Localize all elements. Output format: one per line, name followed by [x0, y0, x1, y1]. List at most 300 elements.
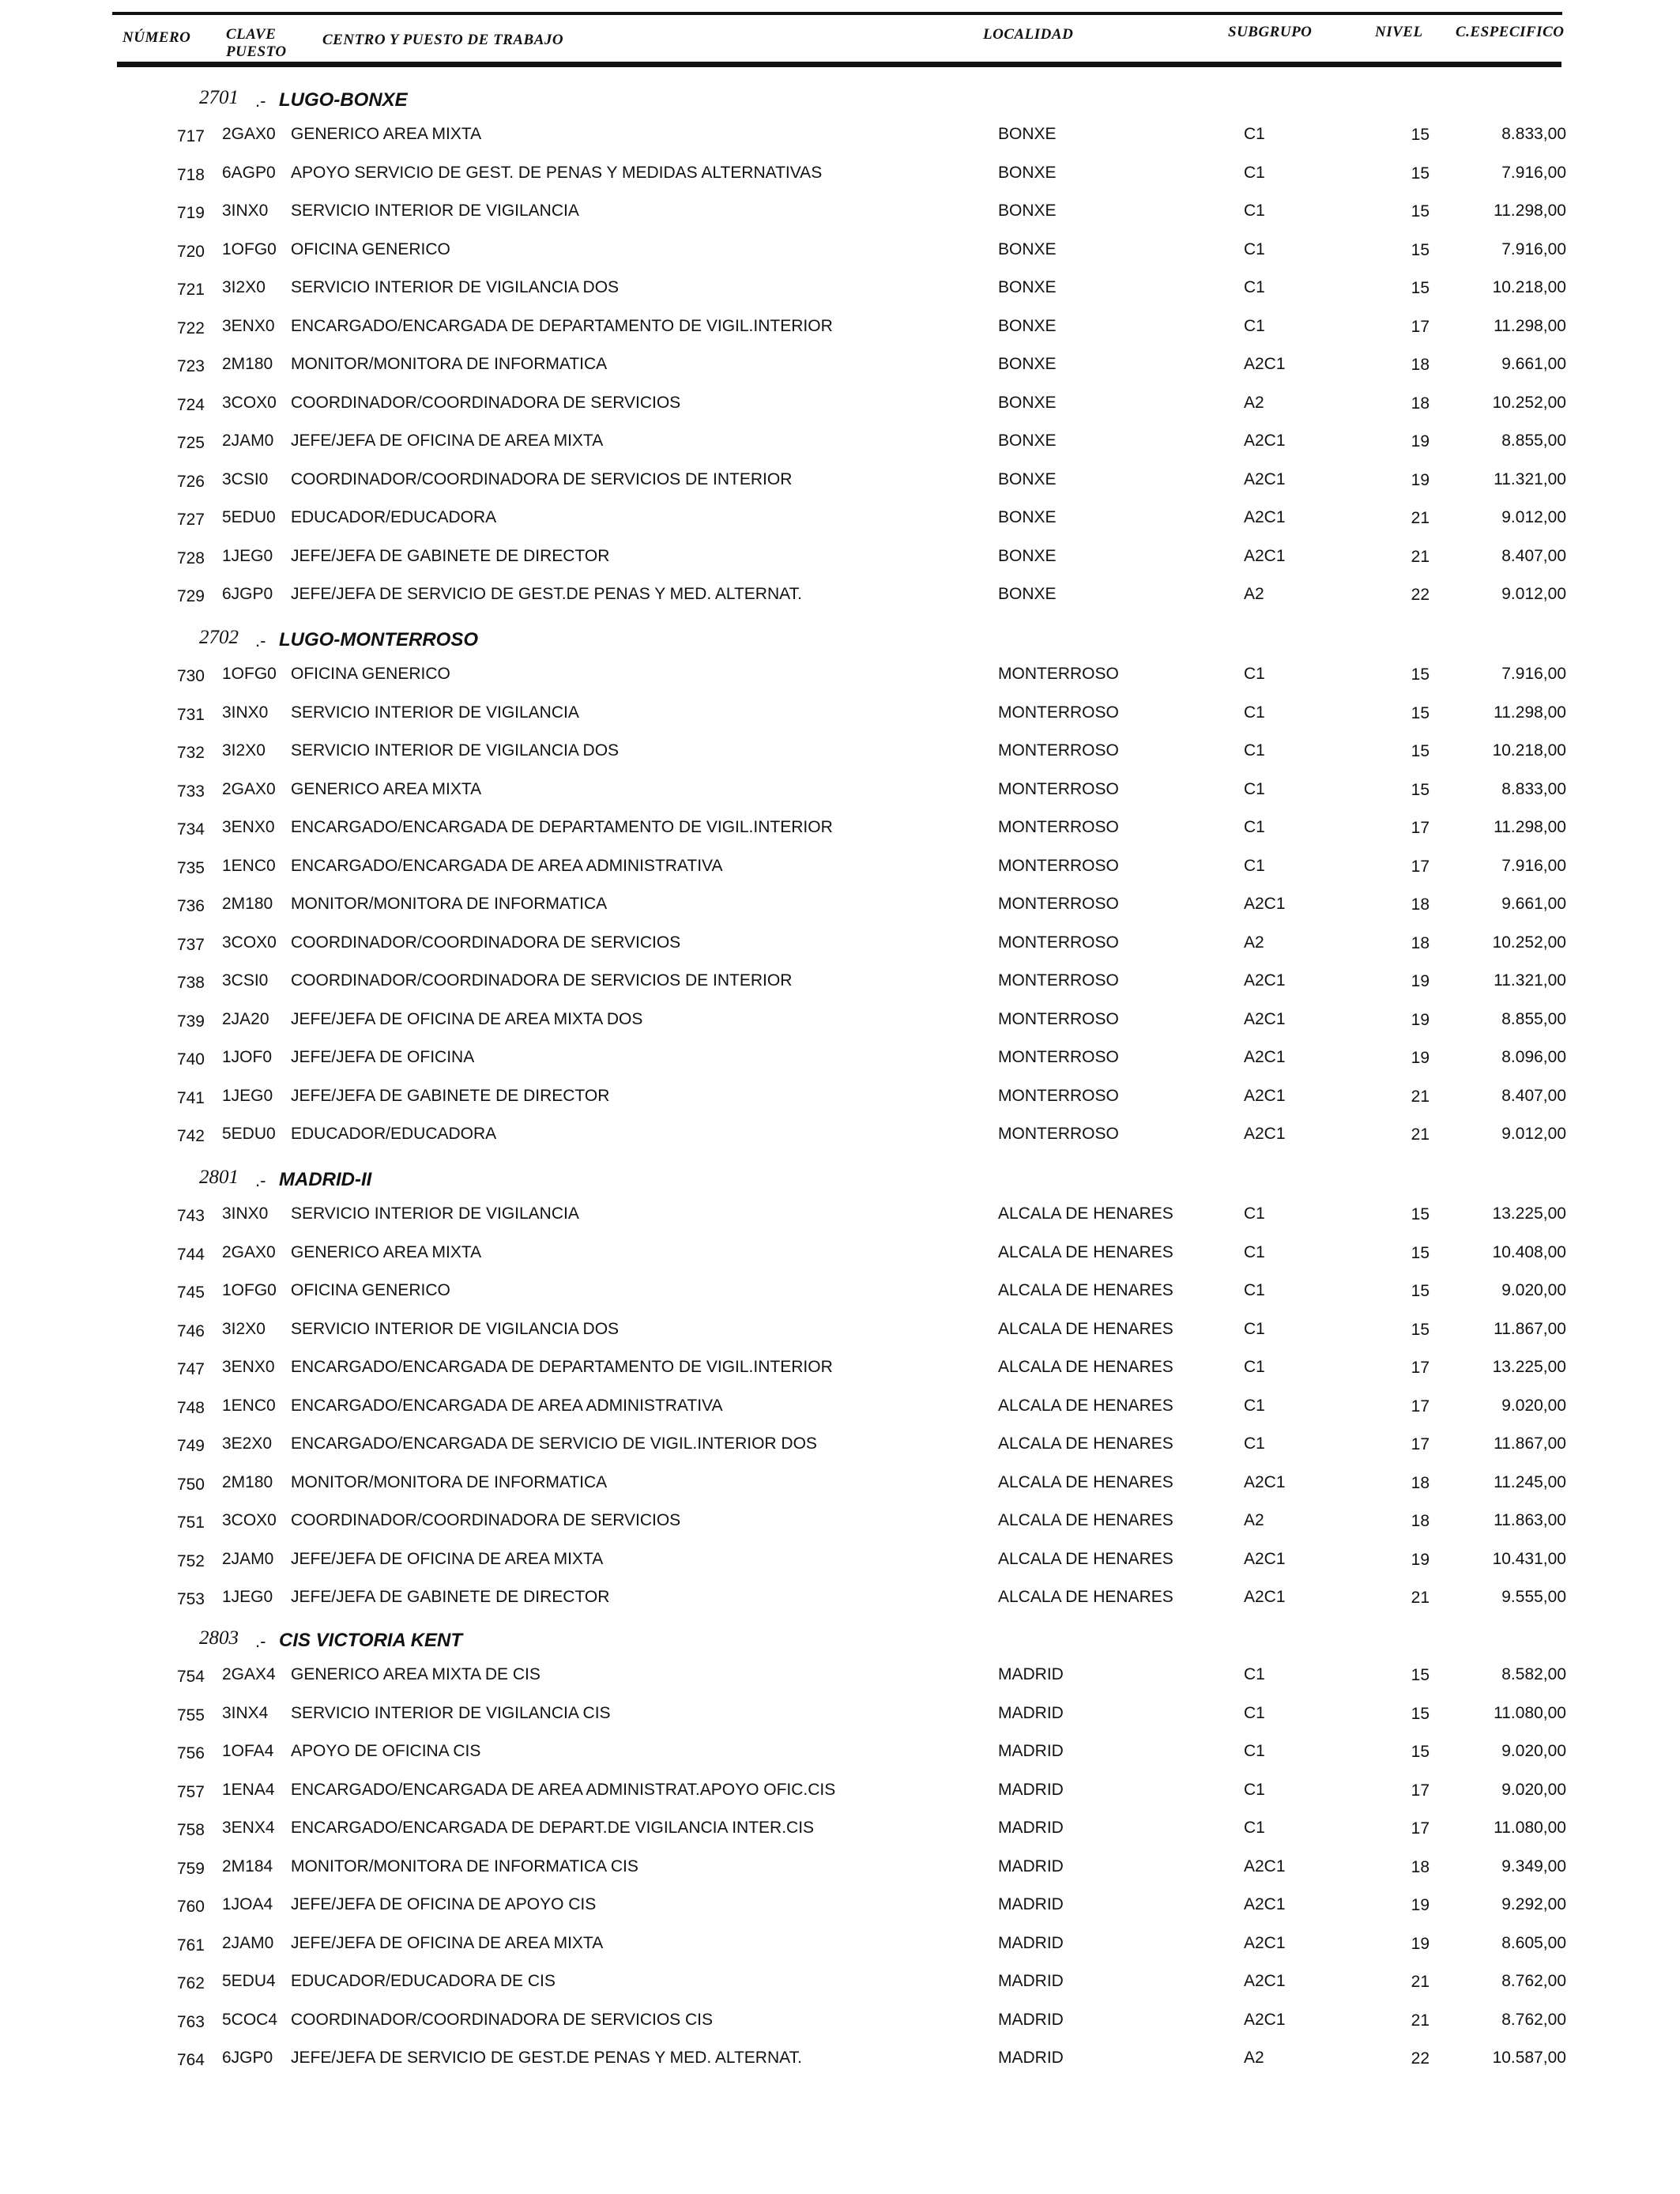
row-puesto: ENCARGADO/ENCARGADA DE DEPARTAMENTO DE VIGIL.INTERIOR — [291, 316, 833, 335]
row-subgrupo: C1 — [1244, 856, 1265, 875]
row-clave: 2GAX4 — [222, 1665, 276, 1683]
table-row — [0, 1855, 1680, 1879]
row-subgrupo: C1 — [1244, 1396, 1265, 1415]
row-puesto: JEFE/JEFA DE SERVICIO DE GEST.DE PENAS Y MED. ALTERNAT. — [291, 2049, 802, 2067]
row-cespecifico: 11.298,00 — [1494, 703, 1566, 722]
row-numero: 724 — [176, 395, 205, 414]
row-clave: 3ENX0 — [222, 1358, 275, 1376]
row-numero: 731 — [176, 705, 205, 724]
row-subgrupo: A2C1 — [1244, 508, 1286, 526]
row-numero: 757 — [176, 1782, 205, 1801]
row-clave: 2JA20 — [222, 1009, 269, 1028]
header-bottom-rule — [117, 62, 1561, 67]
row-numero: 735 — [176, 858, 205, 877]
row-subgrupo: A2C1 — [1244, 971, 1286, 990]
row-clave: 3E2X0 — [222, 1434, 273, 1453]
row-numero: 750 — [176, 1475, 205, 1494]
row-nivel: 15 — [1411, 1704, 1430, 1723]
row-cespecifico: 10.408,00 — [1492, 1242, 1566, 1261]
row-subgrupo: A2 — [1244, 585, 1264, 603]
row-cespecifico: 11.298,00 — [1494, 202, 1566, 220]
row-cespecifico: 8.855,00 — [1501, 1009, 1566, 1028]
row-cespecifico: 13.225,00 — [1492, 1358, 1566, 1376]
row-localidad: BONXE — [998, 125, 1057, 143]
row-clave: 3INX0 — [222, 202, 269, 220]
row-cespecifico: 8.833,00 — [1501, 779, 1566, 798]
row-cespecifico: 8.605,00 — [1501, 1933, 1566, 1952]
row-localidad: MONTERROSO — [998, 971, 1119, 990]
row-subgrupo: C1 — [1244, 703, 1265, 722]
row-clave: 1ENA4 — [222, 1780, 275, 1799]
row-puesto: GENERICO AREA MIXTA — [291, 1242, 482, 1261]
row-subgrupo: A2C1 — [1244, 469, 1286, 488]
row-nivel: 17 — [1411, 1781, 1430, 1800]
row-localidad: ALCALA DE HENARES — [998, 1281, 1173, 1299]
row-cespecifico: 8.762,00 — [1501, 1972, 1566, 1990]
row-nivel: 15 — [1411, 780, 1430, 799]
row-clave: 5EDU0 — [222, 1125, 276, 1143]
row-subgrupo: A2C1 — [1244, 1857, 1286, 1875]
row-numero: 732 — [176, 744, 205, 762]
table-row — [0, 1585, 1680, 1609]
row-cespecifico: 9.292,00 — [1501, 1895, 1566, 1913]
row-localidad: BONXE — [998, 432, 1057, 450]
row-localidad: BONXE — [998, 469, 1057, 488]
row-numero: 755 — [176, 1706, 205, 1725]
row-numero: 760 — [176, 1898, 205, 1916]
row-nivel: 15 — [1411, 742, 1430, 760]
row-puesto: COORDINADOR/COORDINADORA DE SERVICIOS DE INTERIOR — [291, 469, 793, 488]
row-localidad: MONTERROSO — [998, 665, 1119, 683]
section-dash: .- — [255, 1171, 266, 1190]
row-cespecifico: 9.555,00 — [1501, 1588, 1566, 1606]
table-row — [0, 701, 1680, 725]
row-subgrupo: C1 — [1244, 1819, 1265, 1837]
table-row — [0, 1008, 1680, 1031]
row-subgrupo: A2C1 — [1244, 1009, 1286, 1028]
row-nivel: 22 — [1411, 2049, 1430, 2068]
row-numero: 759 — [176, 1859, 205, 1878]
section-dash: .- — [255, 631, 266, 650]
row-clave: 3COX0 — [222, 933, 277, 952]
row-subgrupo: C1 — [1244, 818, 1265, 836]
row-clave: 3ENX0 — [222, 818, 275, 836]
row-cespecifico: 10.431,00 — [1492, 1549, 1566, 1568]
row-subgrupo: C1 — [1244, 316, 1265, 335]
row-clave: 2M180 — [222, 895, 273, 913]
row-numero: 749 — [176, 1437, 205, 1455]
row-numero: 721 — [176, 281, 205, 299]
section-title — [0, 1627, 1680, 1654]
row-subgrupo: C1 — [1244, 278, 1265, 296]
row-localidad: ALCALA DE HENARES — [998, 1358, 1173, 1376]
row-puesto: JEFE/JEFA DE OFICINA DE APOYO CIS — [291, 1895, 597, 1913]
row-subgrupo: A2C1 — [1244, 1549, 1286, 1568]
row-clave: 6JGP0 — [222, 585, 273, 603]
section-code: 2803 — [199, 1627, 239, 1649]
table-row — [0, 352, 1680, 376]
row-nivel: 15 — [1411, 1243, 1430, 1262]
row-nivel: 22 — [1411, 586, 1430, 604]
row-puesto: SERVICIO INTERIOR DE VIGILANCIA — [291, 1204, 579, 1223]
row-cespecifico: 11.245,00 — [1494, 1472, 1566, 1491]
table-row — [0, 582, 1680, 606]
row-clave: 1JEG0 — [222, 1086, 273, 1105]
row-cespecifico: 9.012,00 — [1501, 1125, 1566, 1143]
row-nivel: 19 — [1411, 972, 1430, 990]
row-localidad: BONXE — [998, 163, 1057, 182]
row-numero: 734 — [176, 820, 205, 839]
row-clave: 2GAX0 — [222, 1242, 276, 1261]
row-subgrupo: A2C1 — [1244, 432, 1286, 450]
row-numero: 751 — [176, 1514, 205, 1532]
row-subgrupo: A2C1 — [1244, 1125, 1286, 1143]
row-subgrupo: C1 — [1244, 1434, 1265, 1453]
row-localidad: MONTERROSO — [998, 933, 1119, 952]
row-nivel: 21 — [1411, 547, 1430, 566]
table-row — [0, 1122, 1680, 1146]
table-row — [0, 199, 1680, 223]
table-row — [0, 1432, 1680, 1456]
row-nivel: 15 — [1411, 240, 1430, 259]
row-puesto: JEFE/JEFA DE OFICINA DE AREA MIXTA DOS — [291, 1009, 643, 1028]
row-nivel: 19 — [1411, 470, 1430, 489]
table-row — [0, 739, 1680, 763]
table-row — [0, 276, 1680, 300]
row-numero: 762 — [176, 1974, 205, 1992]
table-row — [0, 506, 1680, 530]
row-cespecifico: 10.252,00 — [1492, 933, 1566, 952]
row-localidad: MADRID — [998, 2049, 1064, 2067]
row-numero: 745 — [176, 1284, 205, 1302]
row-puesto: SERVICIO INTERIOR DE VIGILANCIA DOS — [291, 1319, 620, 1338]
section-code: 2701 — [199, 87, 239, 108]
row-localidad: MONTERROSO — [998, 1048, 1119, 1066]
header-clave-puesto — [226, 26, 287, 61]
row-clave: 3I2X0 — [222, 1319, 266, 1338]
row-subgrupo: C1 — [1244, 1204, 1265, 1223]
row-nivel: 15 — [1411, 703, 1430, 722]
row-numero: 723 — [176, 357, 205, 375]
table-row — [0, 1046, 1680, 1069]
row-puesto: MONITOR/MONITORA DE INFORMATICA CIS — [291, 1857, 638, 1875]
table-row — [0, 1202, 1680, 1226]
row-nivel: 15 — [1411, 126, 1430, 144]
row-puesto: JEFE/JEFA DE OFICINA DE AREA MIXTA — [291, 1549, 604, 1568]
row-numero: 743 — [176, 1207, 205, 1225]
row-cespecifico: 11.080,00 — [1494, 1819, 1566, 1837]
row-nivel: 21 — [1411, 1973, 1430, 1991]
row-localidad: MADRID — [998, 1857, 1064, 1875]
table-row — [0, 1778, 1680, 1802]
row-puesto: MONITOR/MONITORA DE INFORMATICA — [291, 355, 608, 373]
row-clave: 1JEG0 — [222, 1588, 273, 1606]
row-puesto: SERVICIO INTERIOR DE VIGILANCIA — [291, 703, 579, 722]
table-row — [0, 1970, 1680, 1993]
row-cespecifico: 7.916,00 — [1501, 665, 1566, 683]
table-row — [0, 161, 1680, 185]
row-puesto: MONITOR/MONITORA DE INFORMATICA — [291, 895, 608, 913]
row-nivel: 19 — [1411, 1049, 1430, 1067]
row-numero: 722 — [176, 319, 205, 337]
row-nivel: 15 — [1411, 1743, 1430, 1761]
row-subgrupo: A2C1 — [1244, 355, 1286, 373]
row-puesto: COORDINADOR/COORDINADORA DE SERVICIOS — [291, 1511, 681, 1529]
table-row — [0, 662, 1680, 686]
row-nivel: 19 — [1411, 1934, 1430, 1953]
section-title — [0, 1167, 1680, 1193]
row-subgrupo: C1 — [1244, 665, 1265, 683]
row-clave: 3I2X0 — [222, 278, 266, 296]
row-cespecifico: 9.020,00 — [1501, 1780, 1566, 1799]
table-row — [0, 1509, 1680, 1532]
row-puesto: SERVICIO INTERIOR DE VIGILANCIA DOS — [291, 278, 620, 296]
row-subgrupo: A2C1 — [1244, 2010, 1286, 2029]
row-clave: 1OFG0 — [222, 239, 277, 258]
row-numero: 717 — [176, 127, 205, 145]
table-row — [0, 931, 1680, 955]
table-row — [0, 123, 1680, 146]
row-numero: 761 — [176, 1936, 205, 1955]
row-numero: 740 — [176, 1050, 205, 1069]
section-title — [0, 87, 1680, 114]
row-clave: 1JOA4 — [222, 1895, 273, 1913]
row-cespecifico: 10.587,00 — [1492, 2049, 1566, 2067]
row-puesto: JEFE/JEFA DE GABINETE DE DIRECTOR — [291, 1588, 610, 1606]
row-nivel: 17 — [1411, 1819, 1430, 1838]
row-cespecifico: 8.582,00 — [1501, 1665, 1566, 1683]
row-puesto: OFICINA GENERICO — [291, 665, 450, 683]
row-numero: 756 — [176, 1744, 205, 1762]
section-name: LUGO-MONTERROSO — [279, 629, 478, 650]
row-localidad: MADRID — [998, 1933, 1064, 1952]
row-clave: 3COX0 — [222, 1511, 277, 1529]
row-localidad: MONTERROSO — [998, 1086, 1119, 1105]
row-localidad: MADRID — [998, 1703, 1064, 1722]
row-cespecifico: 11.298,00 — [1494, 818, 1566, 836]
row-clave: 5COC4 — [222, 2010, 278, 2029]
row-subgrupo: A2C1 — [1244, 1895, 1286, 1913]
row-nivel: 18 — [1411, 356, 1430, 374]
row-localidad: MADRID — [998, 1742, 1064, 1760]
row-localidad: MONTERROSO — [998, 1009, 1119, 1028]
row-cespecifico: 13.225,00 — [1492, 1204, 1566, 1223]
row-puesto: ENCARGADO/ENCARGADA DE AREA ADMINISTRATIVA — [291, 856, 723, 875]
row-numero: 730 — [176, 667, 205, 685]
row-nivel: 15 — [1411, 164, 1430, 183]
section-code: 2801 — [199, 1167, 239, 1188]
row-clave: 3COX0 — [222, 393, 277, 412]
row-numero: 764 — [176, 2051, 205, 2069]
header-nivel: NIVEL — [1375, 24, 1423, 40]
row-cespecifico: 8.762,00 — [1501, 2010, 1566, 2029]
section-code: 2702 — [199, 627, 239, 648]
row-subgrupo: A2 — [1244, 393, 1264, 412]
row-clave: 1ENC0 — [222, 1396, 276, 1415]
header-cespecifico: C.ESPECIFICO — [1456, 24, 1565, 40]
row-subgrupo: A2C1 — [1244, 546, 1286, 565]
row-numero: 727 — [176, 511, 205, 529]
row-clave: 2M180 — [222, 355, 273, 373]
row-clave: 3INX0 — [222, 1204, 269, 1223]
row-puesto: GENERICO AREA MIXTA DE CIS — [291, 1665, 541, 1683]
header-localidad: LOCALIDAD — [983, 26, 1074, 43]
section-name: MADRID-II — [279, 1169, 372, 1190]
row-numero: 744 — [176, 1245, 205, 1264]
table-row — [0, 1547, 1680, 1571]
row-subgrupo: A2C1 — [1244, 1972, 1286, 1990]
row-nivel: 21 — [1411, 2011, 1430, 2030]
row-numero: 746 — [176, 1321, 205, 1340]
section-title — [0, 627, 1680, 654]
row-subgrupo: A2C1 — [1244, 1048, 1286, 1066]
row-cespecifico: 7.916,00 — [1501, 163, 1566, 182]
row-subgrupo: C1 — [1244, 125, 1265, 143]
row-subgrupo: C1 — [1244, 1358, 1265, 1376]
row-clave: 3CSI0 — [222, 971, 269, 990]
row-numero: 728 — [176, 548, 205, 567]
table-row — [0, 1318, 1680, 1341]
row-localidad: BONXE — [998, 508, 1057, 526]
row-subgrupo: A2 — [1244, 2049, 1264, 2067]
row-clave: 5EDU4 — [222, 1972, 276, 1990]
row-nivel: 15 — [1411, 1282, 1430, 1300]
row-localidad: MONTERROSO — [998, 741, 1119, 760]
row-localidad: ALCALA DE HENARES — [998, 1396, 1173, 1415]
row-subgrupo: A2 — [1244, 1511, 1264, 1529]
header-subgrupo: SUBGRUPO — [1228, 24, 1313, 40]
row-cespecifico: 8.407,00 — [1501, 1086, 1566, 1105]
section-name: LUGO-BONXE — [279, 89, 408, 111]
row-localidad: BONXE — [998, 239, 1057, 258]
row-nivel: 19 — [1411, 432, 1430, 450]
row-nivel: 15 — [1411, 279, 1430, 297]
row-cespecifico: 7.916,00 — [1501, 856, 1566, 875]
row-numero: 747 — [176, 1360, 205, 1378]
row-localidad: MADRID — [998, 1665, 1064, 1683]
row-nivel: 21 — [1411, 1087, 1430, 1106]
row-clave: 3ENX0 — [222, 316, 275, 335]
row-clave: 1OFG0 — [222, 665, 277, 683]
row-clave: 3ENX4 — [222, 1819, 275, 1837]
row-cespecifico: 9.020,00 — [1501, 1281, 1566, 1299]
row-nivel: 18 — [1411, 1473, 1430, 1492]
row-cespecifico: 11.298,00 — [1494, 316, 1566, 335]
row-cespecifico: 9.012,00 — [1501, 585, 1566, 603]
row-nivel: 21 — [1411, 1589, 1430, 1607]
row-localidad: BONXE — [998, 316, 1057, 335]
table-row — [0, 1279, 1680, 1302]
row-clave: 3INX0 — [222, 703, 269, 722]
header-top-rule — [112, 12, 1562, 15]
row-numero: 752 — [176, 1551, 205, 1570]
row-localidad: MONTERROSO — [998, 856, 1119, 875]
section-dash: .- — [255, 91, 266, 111]
header-clave-line1: CLAVE — [226, 26, 277, 43]
row-numero: 737 — [176, 935, 205, 954]
table-row — [0, 315, 1680, 338]
row-clave: 6AGP0 — [222, 163, 276, 182]
row-puesto: ENCARGADO/ENCARGADA DE DEPARTAMENTO DE VIGIL.INTERIOR — [291, 818, 833, 836]
row-cespecifico: 10.218,00 — [1492, 741, 1566, 760]
row-localidad: ALCALA DE HENARES — [998, 1434, 1173, 1453]
row-subgrupo: C1 — [1244, 1703, 1265, 1722]
row-nivel: 18 — [1411, 394, 1430, 413]
table-row — [0, 391, 1680, 415]
row-clave: 2M180 — [222, 1472, 273, 1491]
row-clave: 1OFA4 — [222, 1742, 274, 1760]
row-puesto: COORDINADOR/COORDINADORA DE SERVICIOS DE INTERIOR — [291, 971, 793, 990]
row-numero: 733 — [176, 782, 205, 801]
row-numero: 729 — [176, 587, 205, 605]
row-nivel: 15 — [1411, 665, 1430, 684]
row-localidad: MADRID — [998, 1780, 1064, 1799]
row-localidad: ALCALA DE HENARES — [998, 1511, 1173, 1529]
row-puesto: ENCARGADO/ENCARGADA DE DEPARTAMENTO DE VIGIL.INTERIOR — [291, 1358, 833, 1376]
row-nivel: 19 — [1411, 1896, 1430, 1914]
row-nivel: 18 — [1411, 1857, 1430, 1876]
table-row — [0, 1663, 1680, 1687]
row-clave: 3INX4 — [222, 1703, 269, 1722]
header-numero: NÚMERO — [122, 29, 191, 46]
row-clave: 3CSI0 — [222, 469, 269, 488]
row-localidad: BONXE — [998, 585, 1057, 603]
row-nivel: 18 — [1411, 895, 1430, 914]
row-subgrupo: C1 — [1244, 1242, 1265, 1261]
row-clave: 2GAX0 — [222, 125, 276, 143]
table-row — [0, 1355, 1680, 1379]
row-clave: 2GAX0 — [222, 779, 276, 798]
row-cespecifico: 11.080,00 — [1494, 1703, 1566, 1722]
row-nivel: 18 — [1411, 1512, 1430, 1530]
row-localidad: ALCALA DE HENARES — [998, 1204, 1173, 1223]
row-puesto: JEFE/JEFA DE GABINETE DE DIRECTOR — [291, 546, 610, 565]
row-puesto: JEFE/JEFA DE SERVICIO DE GEST.DE PENAS Y MED. ALTERNAT. — [291, 585, 802, 603]
row-numero: 720 — [176, 242, 205, 261]
row-subgrupo: A2C1 — [1244, 1933, 1286, 1952]
table-row — [0, 854, 1680, 878]
row-subgrupo: A2C1 — [1244, 1472, 1286, 1491]
table-row — [0, 238, 1680, 262]
row-cespecifico: 8.855,00 — [1501, 432, 1566, 450]
row-puesto: JEFE/JEFA DE OFICINA — [291, 1048, 475, 1066]
row-puesto: ENCARGADO/ENCARGADA DE SERVICIO DE VIGIL.INTERIOR DOS — [291, 1434, 817, 1453]
row-localidad: ALCALA DE HENARES — [998, 1242, 1173, 1261]
row-numero: 736 — [176, 897, 205, 915]
row-clave: 2JAM0 — [222, 432, 274, 450]
row-numero: 739 — [176, 1012, 205, 1031]
row-subgrupo: C1 — [1244, 202, 1265, 220]
row-subgrupo: C1 — [1244, 1319, 1265, 1338]
row-puesto: EDUCADOR/EDUCADORA — [291, 1125, 497, 1143]
row-subgrupo: A2 — [1244, 933, 1264, 952]
row-clave: 2JAM0 — [222, 1933, 274, 1952]
row-cespecifico: 9.661,00 — [1501, 355, 1566, 373]
row-localidad: MONTERROSO — [998, 703, 1119, 722]
row-cespecifico: 10.218,00 — [1492, 278, 1566, 296]
row-subgrupo: C1 — [1244, 741, 1265, 760]
table-row — [0, 892, 1680, 916]
row-puesto: COORDINADOR/COORDINADORA DE SERVICIOS CIS — [291, 2010, 714, 2029]
row-numero: 718 — [176, 165, 205, 184]
row-nivel: 19 — [1411, 1550, 1430, 1569]
row-puesto: ENCARGADO/ENCARGADA DE DEPART.DE VIGILANCIA INTER.CIS — [291, 1819, 815, 1837]
row-puesto: SERVICIO INTERIOR DE VIGILANCIA DOS — [291, 741, 620, 760]
row-clave: 6JGP0 — [222, 2049, 273, 2067]
row-clave: 5EDU0 — [222, 508, 276, 526]
row-puesto: OFICINA GENERICO — [291, 1281, 450, 1299]
row-cespecifico: 9.020,00 — [1501, 1396, 1566, 1415]
